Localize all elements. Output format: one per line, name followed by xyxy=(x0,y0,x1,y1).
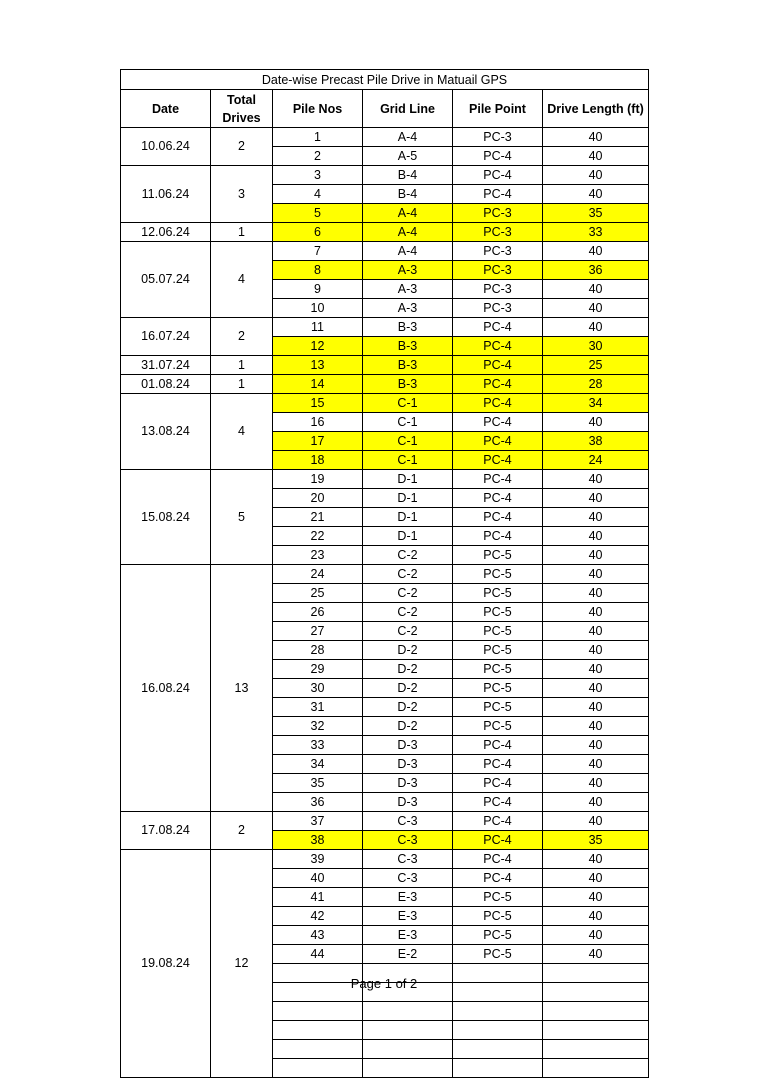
pile-point-cell xyxy=(453,1040,543,1059)
pile-point-cell: PC-5 xyxy=(453,622,543,641)
drive-length-cell: 40 xyxy=(543,318,649,337)
drive-length-cell: 40 xyxy=(543,565,649,584)
drive-length-cell: 40 xyxy=(543,584,649,603)
pile-point-cell: PC-5 xyxy=(453,945,543,964)
total-drives-cell: 1 xyxy=(211,375,273,394)
pile-drive-sheet xyxy=(120,69,648,970)
pile-point-cell xyxy=(453,1059,543,1078)
date-cell: 19.08.24 xyxy=(121,850,211,1078)
grid-line-cell: E-2 xyxy=(363,945,453,964)
grid-line-cell: D-2 xyxy=(363,679,453,698)
pile-point-cell: PC-4 xyxy=(453,508,543,527)
pile-point-cell: PC-3 xyxy=(453,223,543,242)
drive-length-cell: 33 xyxy=(543,223,649,242)
drive-length-cell: 40 xyxy=(543,926,649,945)
grid-line-cell: E-3 xyxy=(363,907,453,926)
pile-point-cell: PC-4 xyxy=(453,451,543,470)
grid-line-cell: C-1 xyxy=(363,432,453,451)
drive-length-cell: 40 xyxy=(543,869,649,888)
table-title: Date-wise Precast Pile Drive in Matuail GPS xyxy=(121,70,649,90)
table-row xyxy=(121,166,649,185)
pile-point-cell: PC-3 xyxy=(453,128,543,147)
pile-no-cell: 11 xyxy=(273,318,363,337)
pile-point-cell: PC-5 xyxy=(453,926,543,945)
pile-no-cell: 16 xyxy=(273,413,363,432)
pile-point-cell: PC-4 xyxy=(453,774,543,793)
pile-no-cell: 43 xyxy=(273,926,363,945)
drive-length-cell: 40 xyxy=(543,945,649,964)
total-drives-cell: 1 xyxy=(211,356,273,375)
date-cell: 05.07.24 xyxy=(121,242,211,318)
pile-no-cell: 14 xyxy=(273,375,363,394)
pile-no-cell: 34 xyxy=(273,755,363,774)
pile-no-cell: 39 xyxy=(273,850,363,869)
grid-line-cell: A-5 xyxy=(363,147,453,166)
drive-length-cell: 40 xyxy=(543,413,649,432)
drive-length-cell: 40 xyxy=(543,812,649,831)
drive-length-cell: 40 xyxy=(543,128,649,147)
pile-no-cell: 40 xyxy=(273,869,363,888)
grid-line-cell: D-1 xyxy=(363,508,453,527)
table-row xyxy=(121,470,649,489)
grid-line-cell: C-2 xyxy=(363,584,453,603)
page-footer: Page 1 of 2 xyxy=(350,976,418,991)
grid-line-cell: A-3 xyxy=(363,299,453,318)
header-drive-length: Drive Length (ft) xyxy=(543,90,649,128)
table-row xyxy=(121,223,649,242)
table-row xyxy=(121,850,649,869)
grid-line-cell: E-3 xyxy=(363,888,453,907)
date-cell: 10.06.24 xyxy=(121,128,211,166)
pile-no-cell: 36 xyxy=(273,793,363,812)
pile-no-cell: 4 xyxy=(273,185,363,204)
table-row xyxy=(121,375,649,394)
grid-line-cell xyxy=(363,1002,453,1021)
grid-line-cell: A-4 xyxy=(363,223,453,242)
pile-point-cell: PC-4 xyxy=(453,755,543,774)
pile-point-cell: PC-4 xyxy=(453,356,543,375)
grid-line-cell: A-3 xyxy=(363,280,453,299)
pile-no-cell xyxy=(273,1040,363,1059)
total-drives-cell: 2 xyxy=(211,318,273,356)
grid-line-cell: D-2 xyxy=(363,698,453,717)
drive-length-cell: 40 xyxy=(543,736,649,755)
grid-line-cell: C-2 xyxy=(363,603,453,622)
pile-point-cell: PC-4 xyxy=(453,166,543,185)
pile-no-cell: 1 xyxy=(273,128,363,147)
pile-point-cell: PC-5 xyxy=(453,679,543,698)
grid-line-cell: C-3 xyxy=(363,812,453,831)
pile-point-cell: PC-4 xyxy=(453,527,543,546)
drive-length-cell: 40 xyxy=(543,546,649,565)
drive-length-cell: 40 xyxy=(543,774,649,793)
grid-line-cell: D-3 xyxy=(363,736,453,755)
pile-no-cell xyxy=(273,1002,363,1021)
pile-point-cell: PC-4 xyxy=(453,470,543,489)
pile-point-cell: PC-4 xyxy=(453,394,543,413)
grid-line-cell: D-1 xyxy=(363,470,453,489)
pile-point-cell: PC-5 xyxy=(453,660,543,679)
drive-length-cell: 40 xyxy=(543,755,649,774)
drive-length-cell: 34 xyxy=(543,394,649,413)
pile-no-cell: 30 xyxy=(273,679,363,698)
table-row xyxy=(121,242,649,261)
grid-line-cell: C-1 xyxy=(363,451,453,470)
pile-no-cell: 23 xyxy=(273,546,363,565)
grid-line-cell: B-3 xyxy=(363,375,453,394)
grid-line-cell: B-4 xyxy=(363,185,453,204)
drive-length-cell: 40 xyxy=(543,489,649,508)
grid-line-cell xyxy=(363,1059,453,1078)
grid-line-cell: B-3 xyxy=(363,318,453,337)
pile-no-cell: 38 xyxy=(273,831,363,850)
drive-length-cell: 40 xyxy=(543,242,649,261)
total-drives-cell: 1 xyxy=(211,223,273,242)
pile-point-cell: PC-4 xyxy=(453,375,543,394)
pile-no-cell: 20 xyxy=(273,489,363,508)
pile-point-cell: PC-3 xyxy=(453,299,543,318)
pile-no-cell xyxy=(273,1059,363,1078)
grid-line-cell: B-3 xyxy=(363,337,453,356)
total-drives-cell: 2 xyxy=(211,128,273,166)
grid-line-cell: C-1 xyxy=(363,394,453,413)
pile-point-cell: PC-5 xyxy=(453,888,543,907)
table-row xyxy=(121,318,649,337)
pile-no-cell: 25 xyxy=(273,584,363,603)
pile-no-cell: 41 xyxy=(273,888,363,907)
drive-length-cell: 28 xyxy=(543,375,649,394)
grid-line-cell: C-2 xyxy=(363,546,453,565)
total-drives-cell: 4 xyxy=(211,242,273,318)
grid-line-cell: A-4 xyxy=(363,204,453,223)
drive-length-cell: 35 xyxy=(543,204,649,223)
pile-no-cell: 6 xyxy=(273,223,363,242)
drive-length-cell: 40 xyxy=(543,850,649,869)
table-row xyxy=(121,812,649,831)
pile-no-cell: 8 xyxy=(273,261,363,280)
table-row xyxy=(121,394,649,413)
drive-length-cell: 40 xyxy=(543,185,649,204)
pile-no-cell: 33 xyxy=(273,736,363,755)
header-pile-nos: Pile Nos xyxy=(273,90,363,128)
drive-length-cell: 40 xyxy=(543,622,649,641)
drive-length-cell: 40 xyxy=(543,641,649,660)
grid-line-cell: D-3 xyxy=(363,755,453,774)
drive-length-cell: 40 xyxy=(543,888,649,907)
pile-point-cell: PC-5 xyxy=(453,698,543,717)
table-body xyxy=(121,128,649,1078)
pile-point-cell: PC-4 xyxy=(453,489,543,508)
drive-length-cell: 24 xyxy=(543,451,649,470)
date-cell: 12.06.24 xyxy=(121,223,211,242)
pile-point-cell: PC-4 xyxy=(453,147,543,166)
pile-point-cell: PC-4 xyxy=(453,337,543,356)
pile-point-cell: PC-5 xyxy=(453,603,543,622)
grid-line-cell: C-1 xyxy=(363,413,453,432)
grid-line-cell: D-2 xyxy=(363,717,453,736)
pile-no-cell: 44 xyxy=(273,945,363,964)
grid-line-cell xyxy=(363,1040,453,1059)
pile-no-cell: 37 xyxy=(273,812,363,831)
grid-line-cell: C-2 xyxy=(363,565,453,584)
drive-length-cell: 25 xyxy=(543,356,649,375)
grid-line-cell: C-3 xyxy=(363,850,453,869)
pile-no-cell: 9 xyxy=(273,280,363,299)
pile-no-cell xyxy=(273,1021,363,1040)
date-cell: 16.08.24 xyxy=(121,565,211,812)
total-drives-cell: 13 xyxy=(211,565,273,812)
date-cell: 15.08.24 xyxy=(121,470,211,565)
drive-length-cell xyxy=(543,1021,649,1040)
pile-point-cell: PC-4 xyxy=(453,812,543,831)
pile-point-cell: PC-4 xyxy=(453,318,543,337)
pile-no-cell: 42 xyxy=(273,907,363,926)
pile-no-cell: 28 xyxy=(273,641,363,660)
grid-line-cell: A-4 xyxy=(363,242,453,261)
pile-no-cell: 35 xyxy=(273,774,363,793)
pile-point-cell: PC-5 xyxy=(453,565,543,584)
drive-length-cell: 40 xyxy=(543,603,649,622)
pile-point-cell: PC-5 xyxy=(453,641,543,660)
header-grid-line: Grid Line xyxy=(363,90,453,128)
drive-length-cell: 36 xyxy=(543,261,649,280)
pile-point-cell xyxy=(453,1002,543,1021)
pile-no-cell: 26 xyxy=(273,603,363,622)
grid-line-cell: D-3 xyxy=(363,774,453,793)
date-cell: 17.08.24 xyxy=(121,812,211,850)
pile-point-cell: PC-3 xyxy=(453,280,543,299)
date-cell: 13.08.24 xyxy=(121,394,211,470)
pile-point-cell: PC-4 xyxy=(453,831,543,850)
drive-length-cell: 40 xyxy=(543,280,649,299)
drive-length-cell: 40 xyxy=(543,527,649,546)
drive-length-cell: 40 xyxy=(543,166,649,185)
pile-no-cell: 24 xyxy=(273,565,363,584)
drive-length-cell xyxy=(543,1059,649,1078)
drive-length-cell: 40 xyxy=(543,698,649,717)
grid-line-cell: D-2 xyxy=(363,660,453,679)
pile-no-cell: 13 xyxy=(273,356,363,375)
grid-line-cell: D-1 xyxy=(363,489,453,508)
pile-point-cell: PC-3 xyxy=(453,242,543,261)
drive-length-cell: 35 xyxy=(543,831,649,850)
total-drives-cell: 12 xyxy=(211,850,273,1078)
pile-no-cell: 5 xyxy=(273,204,363,223)
pile-no-cell: 18 xyxy=(273,451,363,470)
header-pile-point: Pile Point xyxy=(453,90,543,128)
pile-no-cell: 21 xyxy=(273,508,363,527)
total-drives-cell: 5 xyxy=(211,470,273,565)
pile-no-cell: 10 xyxy=(273,299,363,318)
pile-point-cell: PC-4 xyxy=(453,793,543,812)
drive-length-cell xyxy=(543,1002,649,1021)
total-drives-cell: 3 xyxy=(211,166,273,223)
pile-no-cell: 15 xyxy=(273,394,363,413)
pile-no-cell: 29 xyxy=(273,660,363,679)
drive-length-cell xyxy=(543,1040,649,1059)
date-cell: 31.07.24 xyxy=(121,356,211,375)
date-cell: 11.06.24 xyxy=(121,166,211,223)
pile-no-cell: 19 xyxy=(273,470,363,489)
pile-point-cell: PC-5 xyxy=(453,546,543,565)
pile-point-cell: PC-4 xyxy=(453,869,543,888)
grid-line-cell: A-3 xyxy=(363,261,453,280)
drive-length-cell: 38 xyxy=(543,432,649,451)
total-drives-cell: 4 xyxy=(211,394,273,470)
table-row xyxy=(121,128,649,147)
drive-length-cell: 40 xyxy=(543,717,649,736)
pile-no-cell: 32 xyxy=(273,717,363,736)
pile-point-cell xyxy=(453,1021,543,1040)
drive-length-cell: 30 xyxy=(543,337,649,356)
pile-no-cell: 22 xyxy=(273,527,363,546)
pile-point-cell: PC-5 xyxy=(453,717,543,736)
grid-line-cell: D-2 xyxy=(363,641,453,660)
total-drives-cell: 2 xyxy=(211,812,273,850)
pile-no-cell: 2 xyxy=(273,147,363,166)
pile-no-cell: 7 xyxy=(273,242,363,261)
pile-drive-table xyxy=(120,69,649,1078)
pile-point-cell: PC-5 xyxy=(453,584,543,603)
grid-line-cell: D-1 xyxy=(363,527,453,546)
date-cell: 01.08.24 xyxy=(121,375,211,394)
grid-line-cell: B-4 xyxy=(363,166,453,185)
pile-no-cell: 31 xyxy=(273,698,363,717)
pile-point-cell: PC-4 xyxy=(453,850,543,869)
drive-length-cell: 40 xyxy=(543,679,649,698)
grid-line-cell: B-3 xyxy=(363,356,453,375)
header-total-drives: Total Drives xyxy=(211,90,273,128)
drive-length-cell: 40 xyxy=(543,299,649,318)
grid-line-cell: C-2 xyxy=(363,622,453,641)
pile-point-cell: PC-3 xyxy=(453,261,543,280)
pile-no-cell: 12 xyxy=(273,337,363,356)
grid-line-cell: D-3 xyxy=(363,793,453,812)
pile-no-cell: 27 xyxy=(273,622,363,641)
pile-point-cell: PC-4 xyxy=(453,736,543,755)
date-cell: 16.07.24 xyxy=(121,318,211,356)
grid-line-cell xyxy=(363,1021,453,1040)
header-date: Date xyxy=(121,90,211,128)
grid-line-cell: E-3 xyxy=(363,926,453,945)
pile-point-cell: PC-4 xyxy=(453,185,543,204)
pile-point-cell: PC-4 xyxy=(453,413,543,432)
table-row xyxy=(121,565,649,584)
drive-length-cell: 40 xyxy=(543,660,649,679)
drive-length-cell: 40 xyxy=(543,508,649,527)
pile-point-cell: PC-5 xyxy=(453,907,543,926)
grid-line-cell: C-3 xyxy=(363,831,453,850)
table-row xyxy=(121,356,649,375)
pile-no-cell: 17 xyxy=(273,432,363,451)
grid-line-cell: C-3 xyxy=(363,869,453,888)
grid-line-cell: A-4 xyxy=(363,128,453,147)
pile-no-cell: 3 xyxy=(273,166,363,185)
drive-length-cell: 40 xyxy=(543,147,649,166)
pile-point-cell: PC-4 xyxy=(453,432,543,451)
drive-length-cell: 40 xyxy=(543,470,649,489)
pile-point-cell: PC-3 xyxy=(453,204,543,223)
drive-length-cell: 40 xyxy=(543,793,649,812)
drive-length-cell: 40 xyxy=(543,907,649,926)
